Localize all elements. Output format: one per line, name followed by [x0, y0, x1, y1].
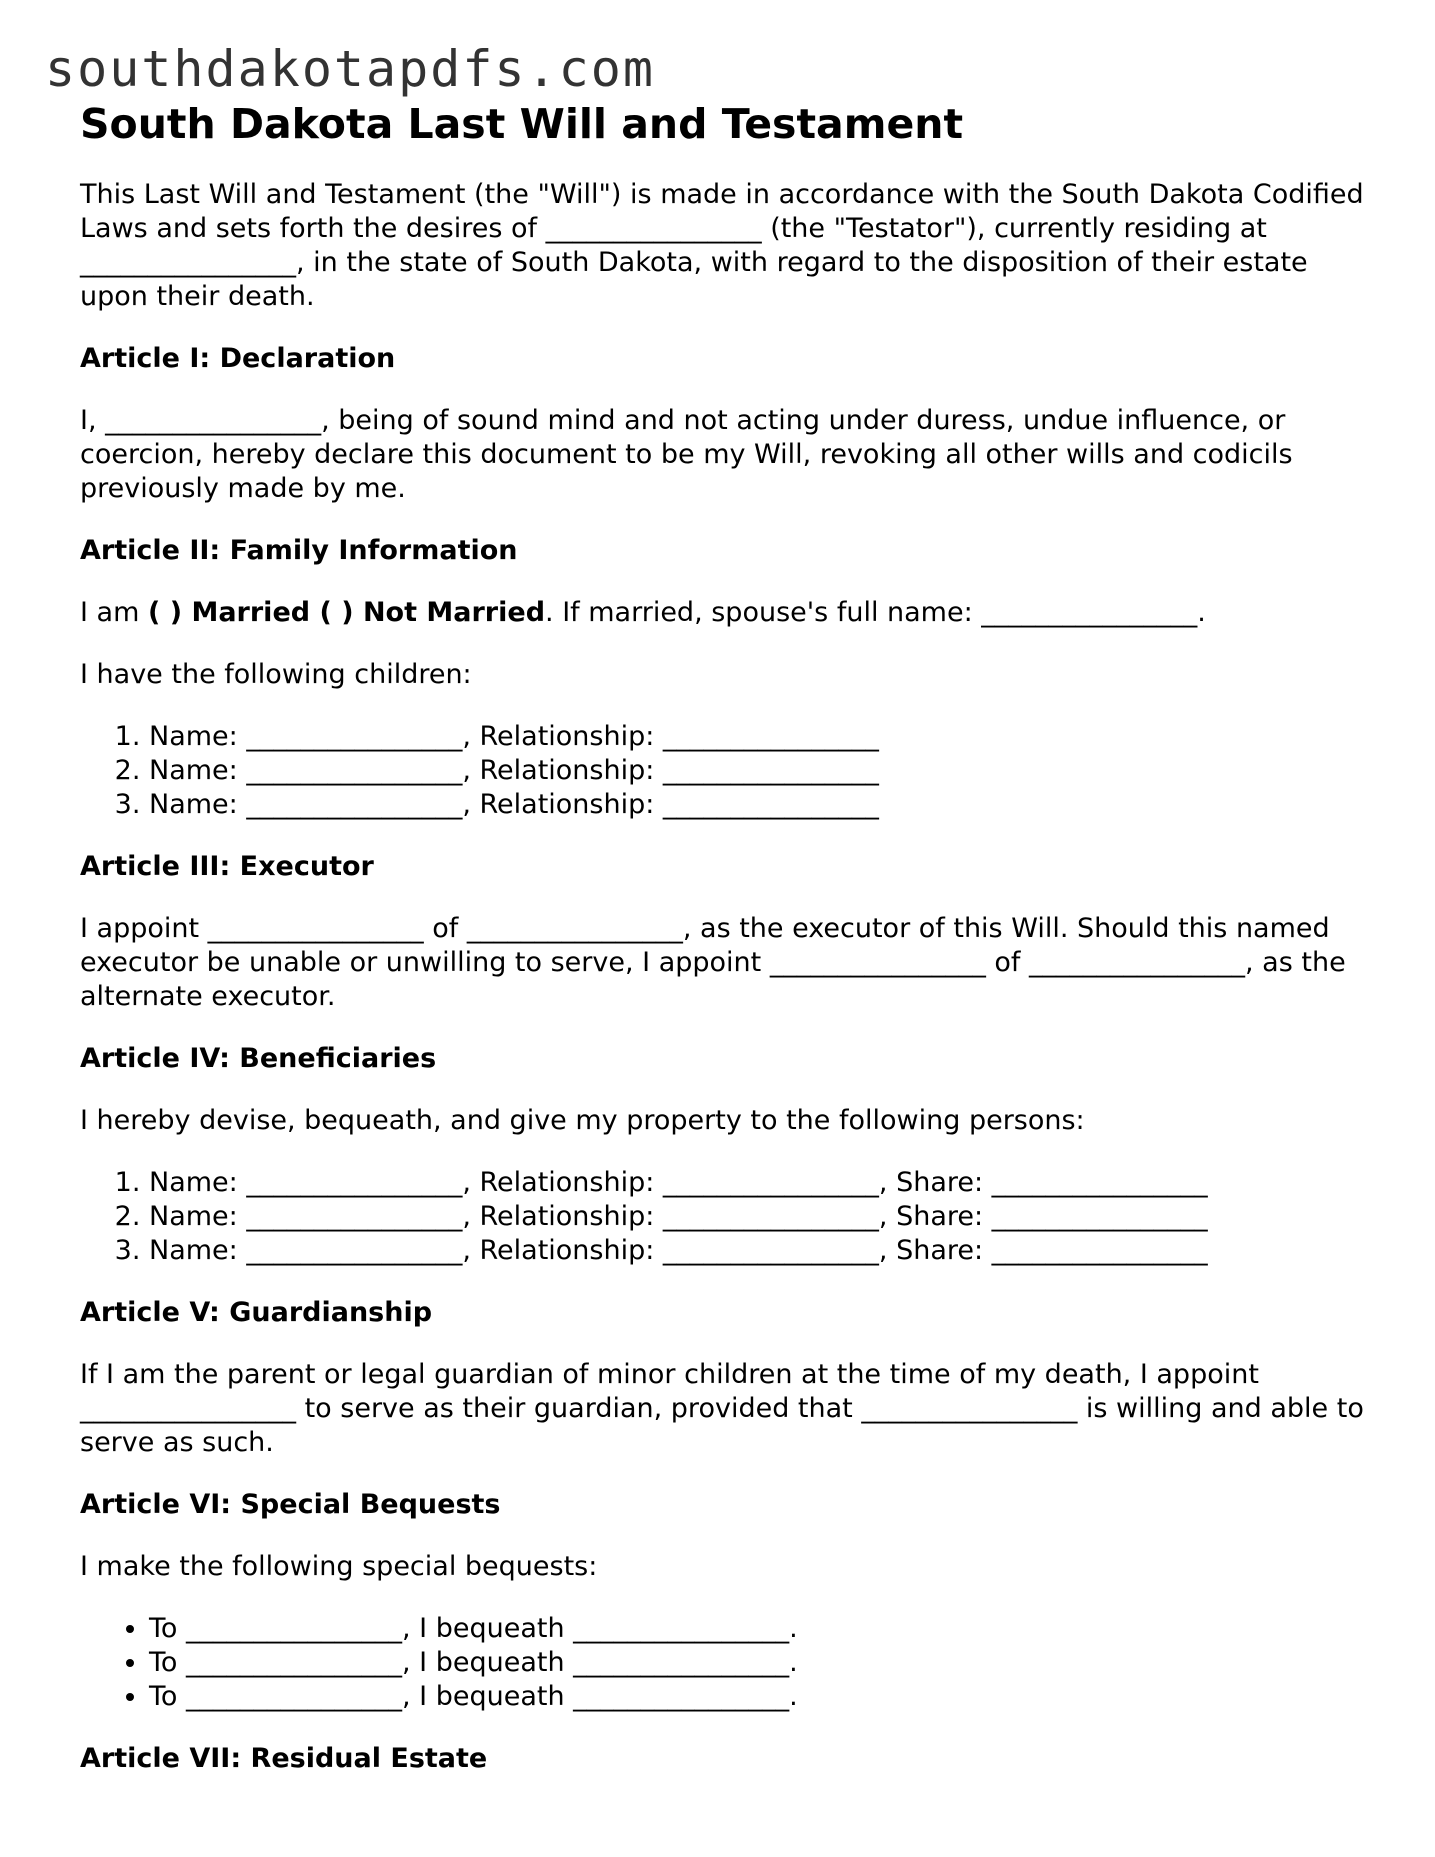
marital-status-line	[80, 596, 1370, 630]
article-7-heading: Article VII: Residual Estate	[80, 1743, 488, 1774]
article-5-text: If I am the parent or legal guardian of minor children at the time of my death, I appoint ________________ to serve as their guardian, provided that ________________ is willing and able to serve as such.	[80, 1359, 1364, 1458]
article-1-text: I, ________________, being of sound mind and not acting under duress, undue influence, or coercion, hereby declare this document to be my Will, revoking all other wills and codicils previously made by me.	[80, 405, 1293, 504]
intro-paragraph: This Last Will and Testament (the "Will") is made in accordance with the South Dakota Codified Laws and sets forth the desires of ________________ (the "Testator"), currently residing at ________________, in the state of South Dakota, with regard to the disposition of their estate upon their death.	[80, 179, 1364, 312]
marital-prefix: I am	[80, 597, 148, 628]
list-item: • To ________________, I bequeath ________________.	[149, 1612, 1370, 1646]
marital-options: ( ) Married ( ) Not Married	[147, 597, 546, 628]
article-4-intro: I hereby devise, bequeath, and give my property to the following persons:	[80, 1105, 1085, 1136]
list-item: 1. Name: ________________, Relationship: ________________	[149, 720, 1370, 754]
article-3-text: I appoint ________________ of ________________, as the executor of this Will. Should this named executor be unable or unwilling to serve, I appoint ________________ of ________________, as the alternate executor.	[80, 913, 1346, 1012]
children-list	[80, 720, 1370, 822]
list-item: 2. Name: ________________, Relationship: ________________, Share: ________________	[149, 1200, 1370, 1234]
list-item: • To ________________, I bequeath ________________.	[149, 1680, 1370, 1714]
list-item: 2. Name: ________________, Relationship: ________________	[149, 754, 1370, 788]
will-document	[80, 98, 1370, 1804]
site-watermark: southdakotapdfs.com	[45, 40, 655, 98]
list-item: 1. Name: ________________, Relationship: ________________, Share: ________________	[149, 1166, 1370, 1200]
article-1-heading: Article I: Declaration	[80, 343, 396, 374]
list-item: 3. Name: ________________, Relationship: ________________, Share: ________________	[149, 1234, 1370, 1268]
document-title: South Dakota Last Will and Testament	[80, 100, 964, 148]
article-6-intro: I make the following special bequests:	[80, 1551, 598, 1582]
marital-suffix: . If married, spouse's full name: ________________.	[545, 597, 1206, 628]
article-6-heading: Article VI: Special Bequests	[80, 1489, 501, 1520]
article-5-heading: Article V: Guardianship	[80, 1297, 433, 1328]
bequests-list	[80, 1612, 1370, 1714]
article-4-heading: Article IV: Beneficiaries	[80, 1043, 437, 1074]
beneficiaries-list	[80, 1166, 1370, 1268]
article-3-heading: Article III: Executor	[80, 851, 374, 882]
article-2-heading: Article II: Family Information	[80, 535, 518, 566]
list-item: 3. Name: ________________, Relationship: ________________	[149, 788, 1370, 822]
list-item: • To ________________, I bequeath ________________.	[149, 1646, 1370, 1680]
children-intro: I have the following children:	[80, 659, 472, 690]
